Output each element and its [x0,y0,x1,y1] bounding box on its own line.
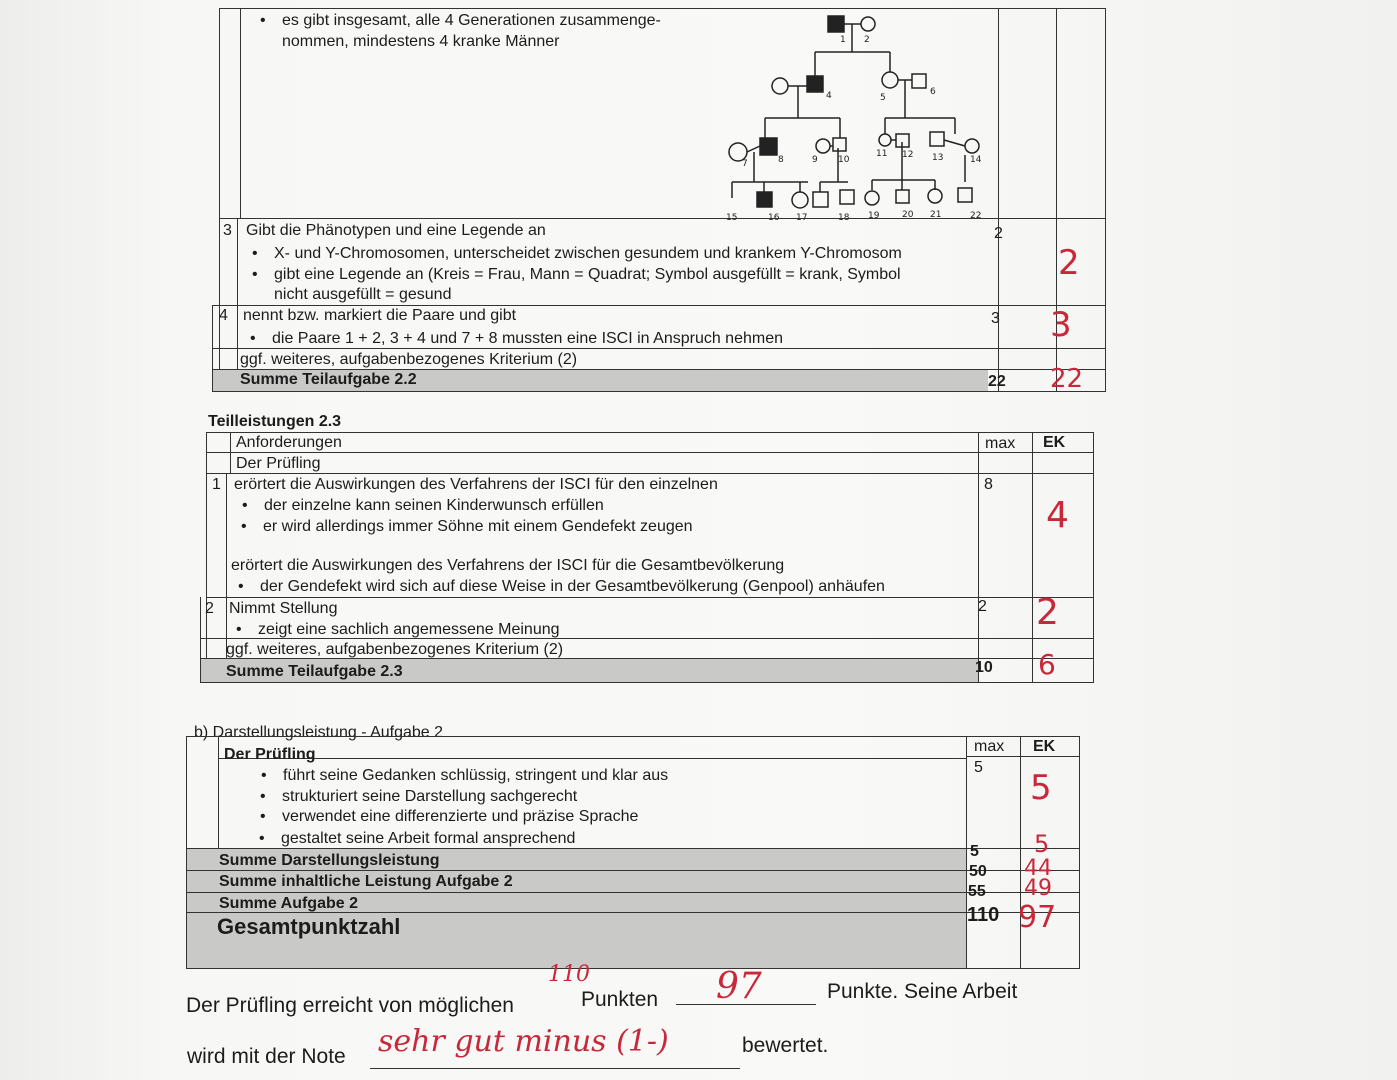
row4-max: 3 [991,310,1000,327]
svg-text:11: 11 [876,149,888,159]
svg-text:4: 4 [826,91,832,101]
svg-text:19: 19 [868,211,880,221]
pedigree-chart [720,10,995,225]
svg-text:9: 9 [812,155,818,165]
row3-title: Gibt die Phänotypen und eine Legende an [246,222,546,239]
bullet-total-sick-men: • es gibt insgesamt, alle 4 Generationen zusammenge- [282,11,661,31]
r2-title: Nimmt Stellung [229,600,338,617]
b-ek: 5 [1030,768,1052,808]
row3-max: 2 [994,225,1003,242]
row4-ek: 3 [1050,305,1072,345]
total-ek: 97 [1018,900,1057,935]
sum-23-max: 10 [975,659,993,676]
row3-ek: 2 [1058,243,1080,283]
svg-text:13: 13 [932,153,944,163]
sum-23-label: Summe Teilaufgabe 2.3 [226,663,403,680]
svg-text:5: 5 [880,93,886,103]
svg-text:17: 17 [796,213,808,223]
footer-line1a: Der Prüfling erreicht von möglichen [186,994,514,1017]
row4-title: nennt bzw. markiert die Paare und gibt [243,307,517,324]
heading-23: Teilleistungen 2.3 [208,413,342,430]
sum-22-ek: 22 [1050,364,1084,394]
exam-sheet: • es gibt insgesamt, alle 4 Generationen zusammenge- nommen, mindestens 4 kranke Männer 1 2 4 5 6 7 8 9 10 11 12 13 14 15 16 17 18 19 20 21 22 3 Gibt die Phänotypen und eine Legende an • X- und Y-Chromosomen, unterscheidet zwischen gesundem und krankem Y-Chromosom • gibt eine Legende an (Kreis = Frau, Mann = Quadrat; Symbol ausgefüllt = krank, Symbol nicht ausgefüllt = gesund 2 2 4 nennt bzw. markiert die Paare und gibt • die Paare 1 + 2, 3 + 4 und 7 + 8 mussten eine ISCI in Anspruch nehmen 3 3 ggf. weiteres, aufgabenbezogenes Kriterium (2) Summe Teilaufgabe 2.2 22 22 Teilleistungen 2.3 Anforderungen max EK Der Prüfling 1 erörtert die Auswirkungen des Verfahrens der ISCI für den einzelnen • der einzelne kann seinen Kinderwunsch erfüllen • er wird allerdings immer Söhne mit einem Gendefekt zeugen erörtert die Auswirkungen des Verfahrens der ISCI für die Gesamtbevölkerung • der Gendefekt wird sich auf diese Weise in der Gesamtbevölkerung (Genpool) anhäufen 8 4 2 Nimmt Stellung • zeigt eine sachlich angemessene Meinung 2 2 ggf. weiteres, aufgabenbezogenes Kriterium (2) Summe Teilaufgabe 2.3 10 6 b) Darstellungsleistung - Aufgabe 2 max EK Der Prüfling • führt seine Gedanken schlüssig, stringent und klar aus • strukturiert seine Darstellung sachgerecht • verwendet eine differenzierte und präzise Sprache • gestaltet seine Arbeit formal ansprechend 5 5 Summe Darstellungsleistung 5 5 Summe inhaltliche Leistung Aufgabe 2 50 44 Summe Aufgabe 2 55 49 Gesamtpunktzahl 110 97 Der Prüfling erreicht von möglichen Punkten 110 97 Punkte. Seine Arbeit wird mit der Note sehr gut minus (1-) bewertet. [0,0,1397,1080]
svg-text:7: 7 [742,159,748,169]
total-label: Gesamtpunktzahl [217,914,401,939]
svg-text:20: 20 [902,210,914,220]
sum-22-max: 22 [988,373,1006,390]
svg-text:1: 1 [840,35,846,45]
svg-text:18: 18 [838,213,850,223]
svg-text:21: 21 [930,210,942,220]
r1-title: erörtert die Auswirkungen des Verfahrens der ISCI für den einzelnen [234,476,718,493]
sum-22-label: Summe Teilaufgabe 2.2 [240,371,417,388]
total-max: 110 [967,904,1000,926]
svg-text:14: 14 [970,155,982,165]
svg-text:22: 22 [970,211,982,221]
svg-text:12: 12 [902,150,914,160]
r1-ek: 4 [1046,495,1069,536]
b-max: 5 [974,759,983,776]
svg-text:15: 15 [726,213,738,223]
svg-text:16: 16 [768,213,780,223]
footer-line2a: wird mit der Note [187,1045,346,1068]
heading-b: b) Darstellungsleistung - Aufgabe 2 [194,724,444,741]
possible-points: 110 [548,962,590,987]
r2-max: 2 [978,598,987,615]
svg-text:10: 10 [838,155,850,165]
sum-23-ek: 6 [1038,648,1056,681]
grade-handwritten: sehr gut minus (1-) [378,1024,669,1059]
r2-ek: 2 [1036,592,1059,633]
svg-text:2: 2 [864,35,870,45]
r1-max: 8 [984,476,993,493]
svg-text:6: 6 [930,87,936,97]
svg-text:8: 8 [778,155,784,165]
achieved-points: 97 [716,966,762,1007]
